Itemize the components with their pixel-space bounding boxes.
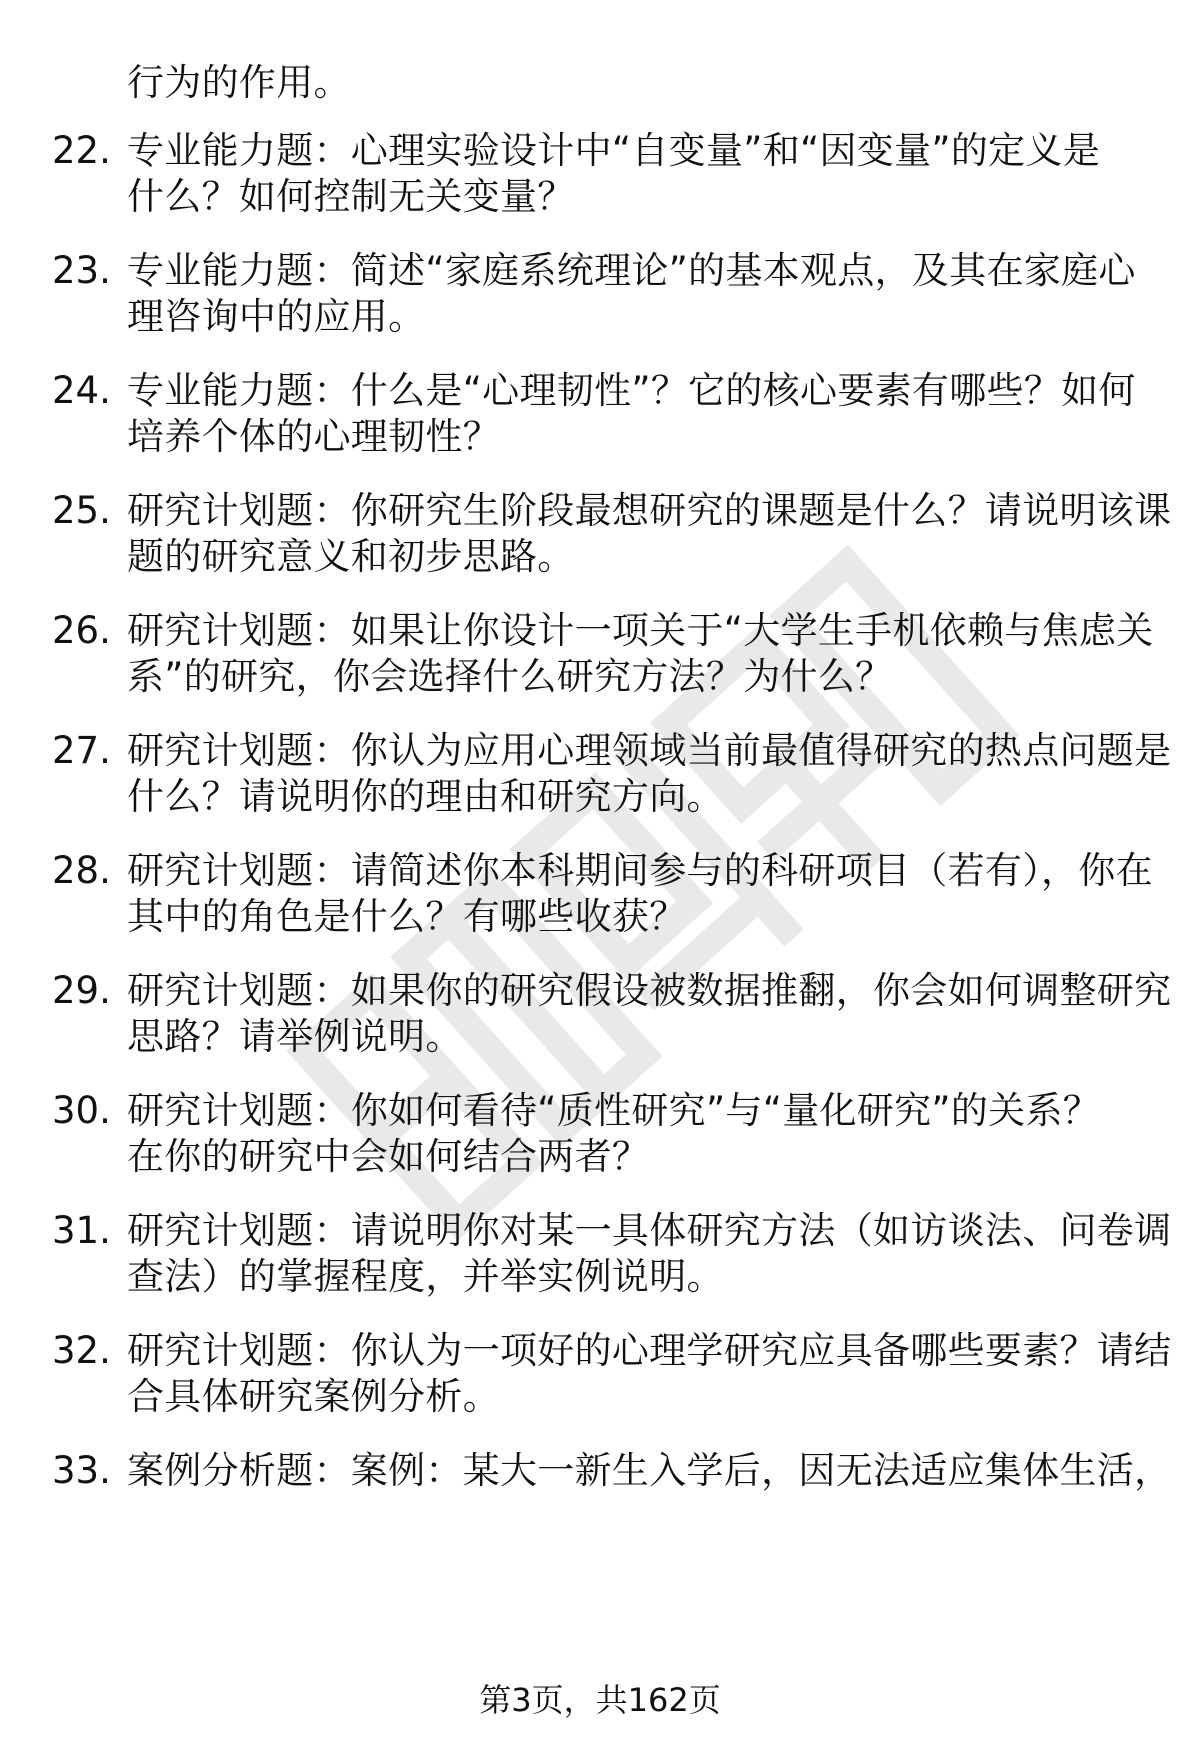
item-number: 23. xyxy=(52,249,111,292)
item-text-line2: 在你的研究中会如何结合两者？ xyxy=(127,1135,650,1178)
item-text-line1: 研究计划题：请简述你本科期间参与的科研项目（若有），你在 xyxy=(127,849,1153,892)
item-number: 29. xyxy=(52,969,111,1012)
item-text-line1: 专业能力题：什么是“心理韧性”？它的核心要素有哪些？如何 xyxy=(127,369,1136,412)
item-text-line1: 研究计划题：你认为应用心理领域当前最值得研究的热点问题是 xyxy=(127,729,1172,772)
item-text-line1: 研究计划题：如果你的研究假设被数据推翻，你会如何调整研究 xyxy=(127,969,1172,1012)
item-text-line2: 题的研究意义和初步思路。 xyxy=(127,535,575,578)
item-text-line1: 研究计划题：你研究生阶段最想研究的课题是什么？请说明该课 xyxy=(127,489,1172,532)
item-text-line1: 研究计划题：你如何看待“质性研究”与“量化研究”的关系？ xyxy=(127,1089,1101,1132)
item-number: 31. xyxy=(52,1209,111,1252)
page-footer: 第3页，共162页 xyxy=(479,1681,721,1719)
item-text-line2: 系”的研究，你会选择什么研究方法？为什么？ xyxy=(127,655,893,698)
item-text-line1: 研究计划题：如果让你设计一项关于“大学生手机依赖与焦虑关 xyxy=(127,609,1154,652)
item-number: 32. xyxy=(52,1329,111,1372)
item-number: 33. xyxy=(52,1449,111,1492)
item-text-line2: 其中的角色是什么？有哪些收获？ xyxy=(127,895,687,938)
item-number: 30. xyxy=(52,1089,111,1132)
item-text-line2: 培养个体的心理韧性？ xyxy=(127,415,500,458)
item-text-line1: 专业能力题：心理实验设计中“自变量”和“因变量”的定义是 xyxy=(127,129,1101,172)
item-number: 28. xyxy=(52,849,111,892)
item-number: 22. xyxy=(52,129,111,172)
item-text-line1: 研究计划题：你认为一项好的心理学研究应具备哪些要素？请结 xyxy=(127,1329,1172,1372)
item-text-line2: 合具体研究案例分析。 xyxy=(127,1375,500,1418)
item-text-line2: 思路？请举例说明。 xyxy=(127,1015,463,1058)
item-text-line2: 查法）的掌握程度，并举实例说明。 xyxy=(127,1255,724,1298)
item-number: 26. xyxy=(52,609,111,652)
item-text-line2: 理咨询中的应用。 xyxy=(127,295,426,338)
continuation-text: 行为的作用。 xyxy=(127,61,351,104)
item-number: 27. xyxy=(52,729,111,772)
item-text-line2: 什么？请说明你的理由和研究方向。 xyxy=(127,775,724,818)
item-text-line1: 案例分析题：案例：某大一新生入学后，因无法适应集体生活， xyxy=(127,1449,1172,1492)
item-text-line1: 研究计划题：请说明你对某一具体研究方法（如访谈法、问卷调 xyxy=(127,1209,1172,1252)
item-number: 25. xyxy=(52,489,111,532)
item-text-line1: 专业能力题：简述“家庭系统理论”的基本观点，及其在家庭心 xyxy=(127,249,1136,292)
item-text-line2: 什么？如何控制无关变量？ xyxy=(127,175,575,218)
item-number: 24. xyxy=(52,369,111,412)
